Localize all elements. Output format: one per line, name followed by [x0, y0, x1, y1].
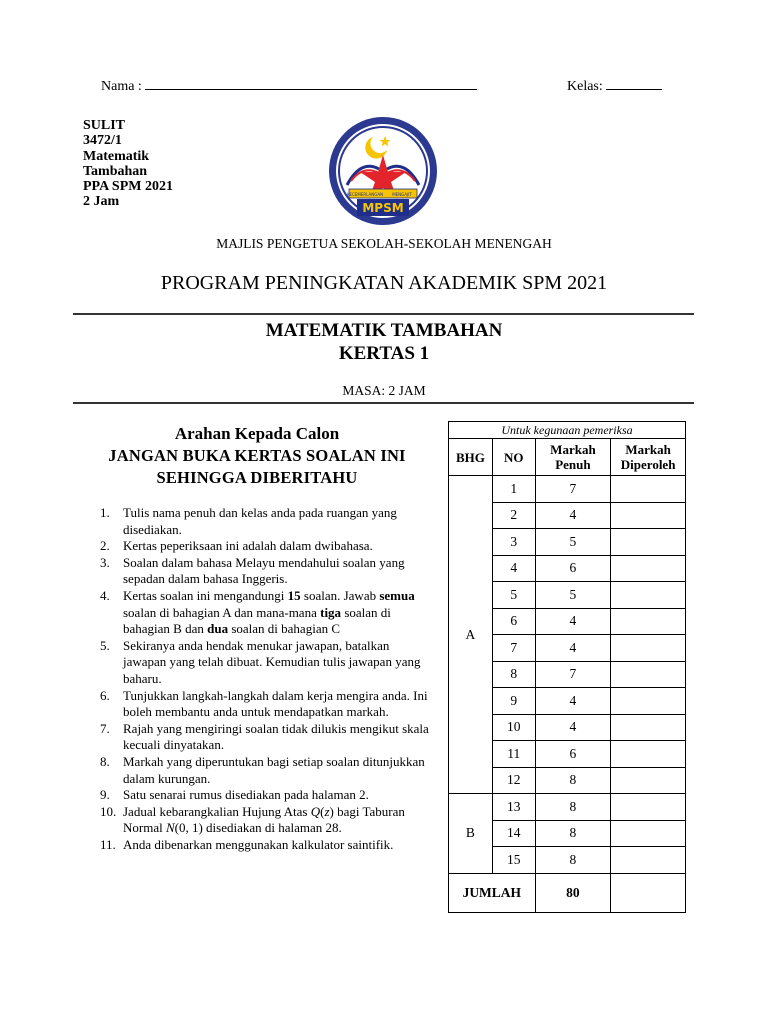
divider-top — [73, 313, 694, 315]
subject-line1: Matematik — [83, 148, 150, 164]
marks-obtained-cell[interactable] — [611, 476, 686, 503]
list-item: 1. Tulis nama penuh dan kelas anda pada ruangan yang disediakan. — [100, 505, 397, 537]
marks-obtained-cell[interactable] — [611, 608, 686, 635]
header-full-marks: Markah Penuh — [535, 439, 611, 476]
class-blank[interactable] — [606, 76, 662, 90]
list-item: 10. Jadual kebarangkalian Hujung Atas Q(z) bagi Taburan Normal N(0, 1) disediakan di halaman 28. — [100, 803, 405, 836]
table-row: 12 8 — [449, 767, 686, 794]
marks-obtained-cell[interactable] — [611, 529, 686, 556]
table-row: 3 5 — [449, 529, 686, 556]
list-item: 3. Soalan dalam bahasa Melayu mendahului soalan yang sepadan dalam bahasa Inggeris. — [100, 554, 405, 587]
table-row: 10 4 — [449, 714, 686, 741]
header-marks-obtained: Markah Diperoleh — [611, 439, 686, 476]
table-row: 9 4 — [449, 688, 686, 715]
sulit-label: SULIT — [83, 118, 126, 133]
table-row: 4 6 — [449, 555, 686, 582]
name-label: Nama : — [101, 79, 142, 94]
section-b-cell: B — [449, 794, 493, 874]
warning-line-2: SEHINGGA DIBERITAHU — [156, 468, 358, 487]
instructions-title: Arahan Kepada Calon — [174, 424, 340, 443]
table-row: 6 4 — [449, 608, 686, 635]
table-row: B 13 8 — [449, 794, 686, 821]
examiner-marks-table — [448, 421, 686, 913]
marks-obtained-cell[interactable] — [611, 767, 686, 794]
marks-obtained-cell[interactable] — [611, 794, 686, 821]
list-item: 11. Anda dibenarkan menggunakan kalkulator saintifik. — [100, 836, 394, 852]
marks-obtained-cell[interactable] — [611, 635, 686, 662]
total-row — [449, 873, 686, 912]
list-item: 7. Rajah yang mengiringi soalan tidak dilukis mengikut skala kecuali dinyatakan. — [100, 720, 429, 753]
list-item: 2. Kertas peperiksaan ini adalah dalam dwibahasa. — [100, 538, 373, 554]
marks-obtained-cell[interactable] — [611, 820, 686, 847]
marks-obtained-cell[interactable] — [611, 714, 686, 741]
duration-label: MASA: 2 JAM — [342, 383, 426, 398]
header-number: NO — [492, 439, 535, 476]
table-row: 2 4 — [449, 502, 686, 529]
duration-short: 2 Jam — [83, 194, 120, 210]
name-field — [101, 76, 477, 95]
subject-line2: Tambahan — [83, 163, 148, 179]
paper-info-block — [83, 118, 173, 210]
list-item: 4. Kertas soalan ini mengandungi 15 soalan. Jawab semua soalan di bahagian A dan mana-mana tiga soalan di bahagian B dan dua soalan di bahagian C — [100, 587, 415, 637]
logo-ribbon-left: KECEMERLANGAN — [346, 192, 384, 197]
name-blank[interactable] — [145, 76, 477, 90]
council-name: MAJLIS PENGETUA SEKOLAH-SEKOLAH MENENGAH — [216, 236, 552, 251]
paper-code: 3472/1 — [83, 133, 122, 149]
list-item: 6. Tunjukkan langkah-langkah dalam kerja mengira anda. Ini boleh membantu anda untuk mendapatkan markah. — [100, 687, 428, 720]
table-row: 8 7 — [449, 661, 686, 688]
class-label: Kelas: — [567, 79, 603, 94]
program-title: PROGRAM PENINGKATAN AKADEMIK SPM 2021 — [160, 272, 608, 294]
marks-obtained-cell[interactable] — [611, 741, 686, 768]
subject-title: MATEMATIK TAMBAHAN — [265, 320, 503, 341]
table-row: 11 6 — [449, 741, 686, 768]
marks-obtained-cell[interactable] — [611, 661, 686, 688]
table-row: 7 4 — [449, 635, 686, 662]
header-section: BHG — [449, 439, 493, 476]
list-item: 5. Sekiranya anda hendak menukar jawapan, batalkan jawapan yang telah dibuat. Kemudian tulis jawapan yang baharu. — [100, 637, 421, 686]
marks-obtained-cell[interactable] — [611, 582, 686, 609]
paper-title: KERTAS 1 — [338, 343, 430, 364]
instructions-heading — [92, 424, 422, 488]
table-row: 14 8 — [449, 820, 686, 847]
warning-line-1: JANGAN BUKA KERTAS SOALAN INI — [108, 446, 406, 465]
table-row: A 1 7 — [449, 476, 686, 503]
divider-bottom — [73, 402, 694, 404]
table-row: 15 8 — [449, 847, 686, 874]
section-a-cell: A — [449, 476, 493, 794]
table-caption: Untuk kegunaan pemeriksa — [449, 422, 686, 439]
list-item: 9. Satu senarai rumus disediakan pada halaman 2. — [100, 787, 369, 803]
class-field — [567, 76, 662, 95]
mpsm-logo — [327, 115, 439, 227]
list-item: 8. Markah yang diperuntukan bagi setiap soalan ditunjukkan dalam kurungan. — [100, 753, 425, 786]
exam-name: PPA SPM 2021 — [83, 179, 173, 195]
marks-obtained-cell[interactable] — [611, 847, 686, 874]
instruction-list — [100, 505, 435, 853]
total-label: JUMLAH — [449, 873, 536, 912]
logo-ribbon-right: MENGAJIT — [392, 192, 412, 197]
logo-text: MPSM — [362, 201, 404, 215]
marks-obtained-cell[interactable] — [611, 555, 686, 582]
table-row: 5 5 — [449, 582, 686, 609]
total-obtained-cell[interactable] — [611, 873, 686, 912]
marks-obtained-cell[interactable] — [611, 688, 686, 715]
marks-obtained-cell[interactable] — [611, 502, 686, 529]
total-value: 80 — [535, 873, 611, 912]
